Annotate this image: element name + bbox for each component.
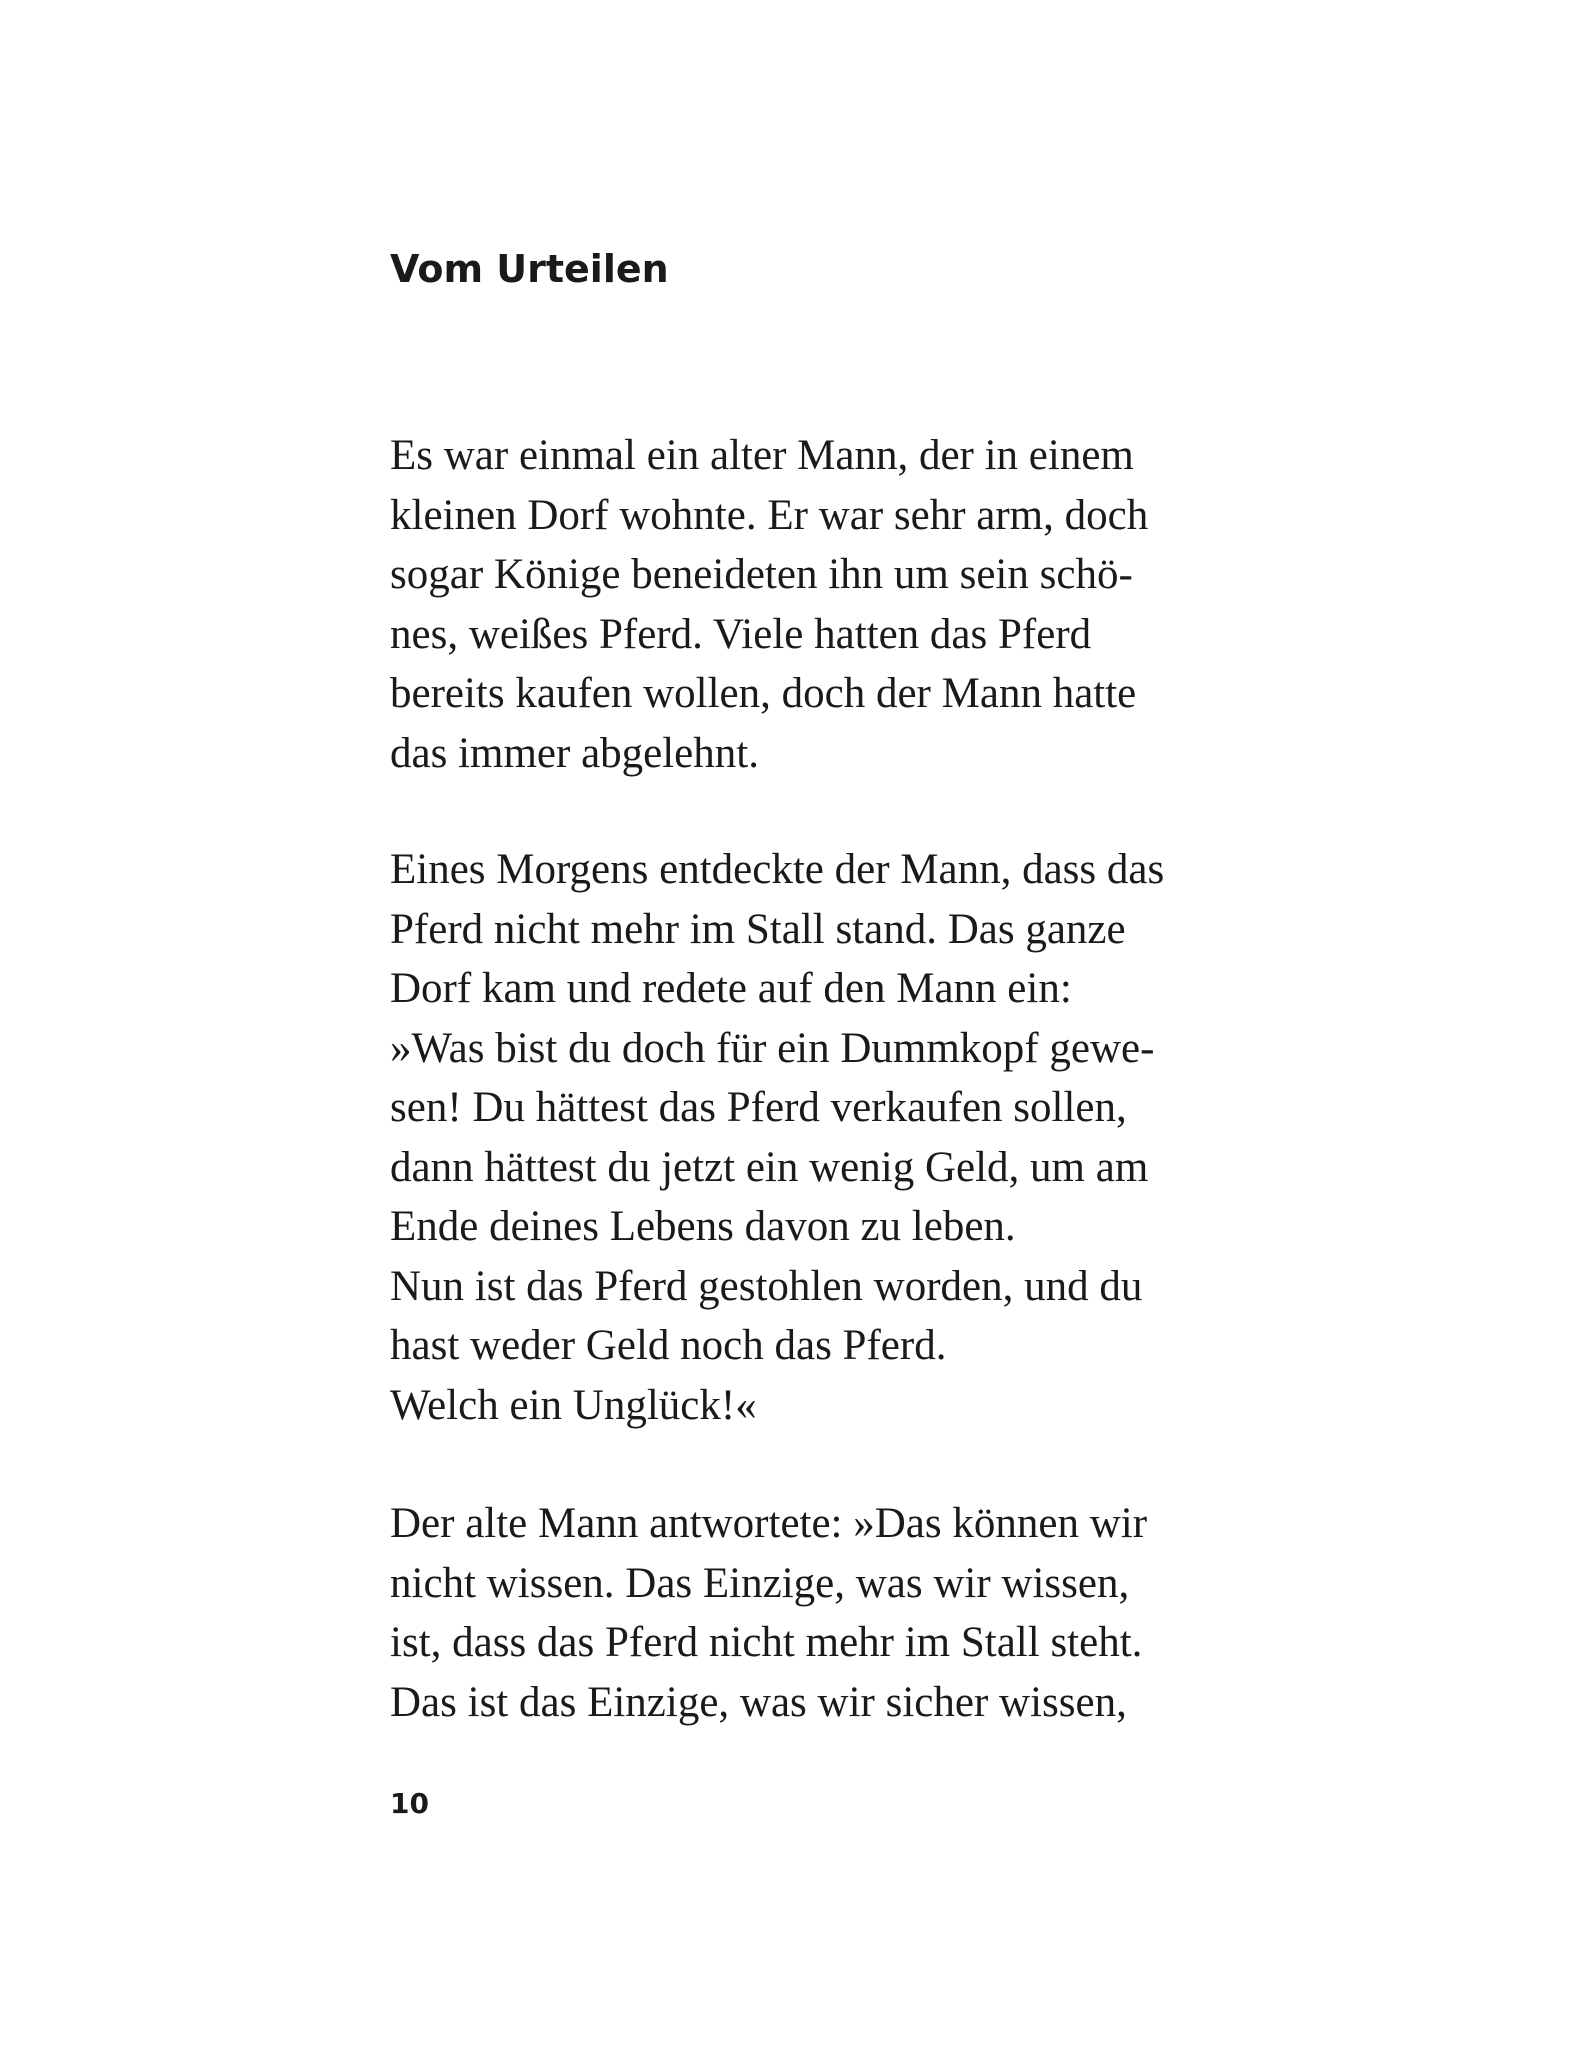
paragraph-1 <box>390 426 1410 783</box>
text-line: ist, dass das Pferd nicht mehr im Stall steht. <box>390 1619 1143 1666</box>
text-line: Dorf kam und redete auf den Mann ein: <box>390 965 1072 1012</box>
text-line: Das ist das Einzige, was wir sicher wissen, <box>390 1678 1127 1726</box>
chapter-title: Vom Urteilen <box>390 247 669 291</box>
text-line: das immer abgelehnt. <box>390 729 759 777</box>
text-line: Eines Morgens entdeckte der Mann, dass das <box>390 846 1165 893</box>
text-line: dann hättest du jetzt ein wenig Geld, um am <box>390 1143 1149 1191</box>
text-line: nes, weißes Pferd. Viele hatten das Pferd <box>390 610 1092 658</box>
text-line: kleinen Dorf wohnte. Er war sehr arm, doch <box>390 491 1149 539</box>
text-line: Nun ist das Pferd gestohlen worden, und du <box>390 1262 1143 1310</box>
text-line: Ende deines Lebens davon zu leben. <box>390 1203 1016 1250</box>
text-line: bereits kaufen wollen, doch der Mann hatte <box>390 670 1137 717</box>
text-line: »Was bist du doch für ein Dummkopf gewe- <box>390 1024 1155 1072</box>
text-line: sogar Könige beneideten ihn um sein schö- <box>390 551 1133 598</box>
text-line: nicht wissen. Das Einzige, was wir wissen, <box>390 1559 1130 1607</box>
paragraph-2 <box>390 840 1410 1435</box>
text-line: Es war einmal ein alter Mann, der in einem <box>390 432 1134 479</box>
page-number: 10 <box>390 1787 429 1820</box>
paragraph-3 <box>390 1494 1410 1732</box>
text-line: Pferd nicht mehr im Stall stand. Das ganze <box>390 905 1126 953</box>
text-line: Welch ein Unglück!« <box>390 1381 757 1429</box>
text-line: Der alte Mann antwortete: »Das können wir <box>390 1500 1148 1547</box>
text-line: hast weder Geld noch das Pferd. <box>390 1322 947 1369</box>
text-line: sen! Du hättest das Pferd verkaufen sollen, <box>390 1084 1127 1131</box>
